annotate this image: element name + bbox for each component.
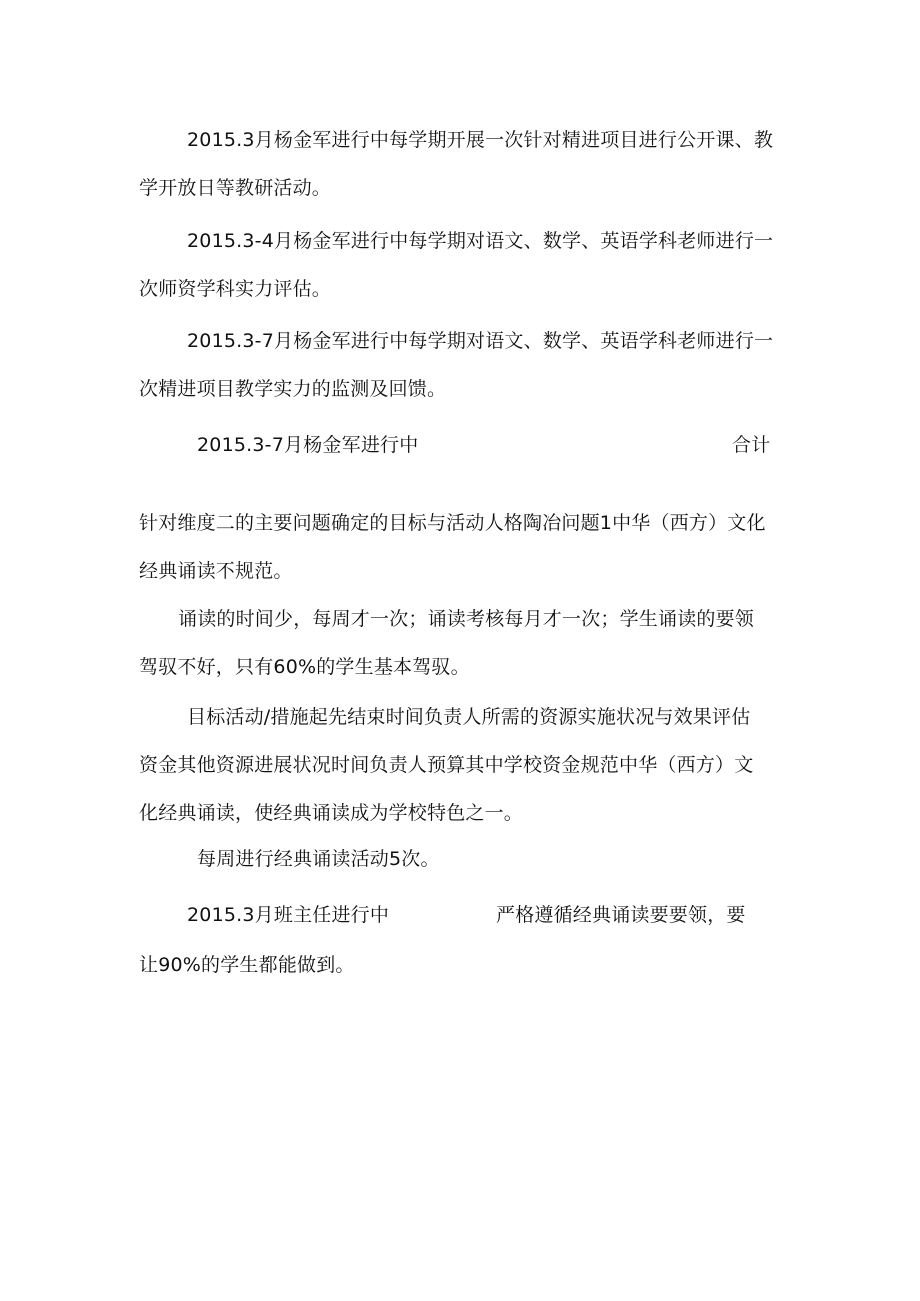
paragraph-7-line-1: 目标活动/措施起先结束时间负责人所需的资源实施状况与效果评估 xyxy=(187,706,751,728)
paragraph-5-line-1: 针对维度二的主要问题确定的目标与活动人格陶冶问题1中华（西方）文化 xyxy=(139,512,766,534)
paragraph-1-line-1: 2015.3月杨金军进行中每学期开展一次针对精进项目进行公开课、教 xyxy=(187,129,774,151)
status-line-left: 2015.3-7月杨金军进行中 xyxy=(197,434,419,456)
status-line-2-left: 2015.3月班主任进行中 xyxy=(187,904,390,926)
paragraph-5-line-2: 经典诵读不规范。 xyxy=(139,560,293,582)
paragraph-6-line-2: 驾驭不好，只有60%的学生基本驾驭。 xyxy=(139,656,470,678)
paragraph-2-line-2: 次师资学科实力评估。 xyxy=(139,278,332,300)
paragraph-3-line-1: 2015.3-7月杨金军进行中每学期对语文、数学、英语学科老师进行一 xyxy=(187,330,774,352)
paragraph-8-line-1: 每周进行经典诵读活动5次。 xyxy=(197,848,440,870)
paragraph-2-line-1: 2015.3-4月杨金军进行中每学期对语文、数学、英语学科老师进行一 xyxy=(187,230,774,252)
paragraph-3-line-2: 次精进项目教学实力的监测及回馈。 xyxy=(139,378,447,400)
paragraph-6-line-1: 诵读的时间少，每周才一次；诵读考核每月才一次；学生诵读的要领 xyxy=(178,608,755,630)
status-line-2-right: 严格遵循经典诵读要要领，要 xyxy=(496,904,746,926)
paragraph-7-line-2: 资金其他资源进展状况时间负责人预算其中学校资金规范中华（西方）文 xyxy=(139,754,754,776)
paragraph-7-line-3: 化经典诵读，使经典诵读成为学校特色之一。 xyxy=(139,802,524,824)
paragraph-1-line-2: 学开放日等教研活动。 xyxy=(139,177,332,199)
paragraph-10-line-1: 让90%的学生都能做到。 xyxy=(139,954,355,976)
status-line-total-label: 合计 xyxy=(732,434,771,456)
